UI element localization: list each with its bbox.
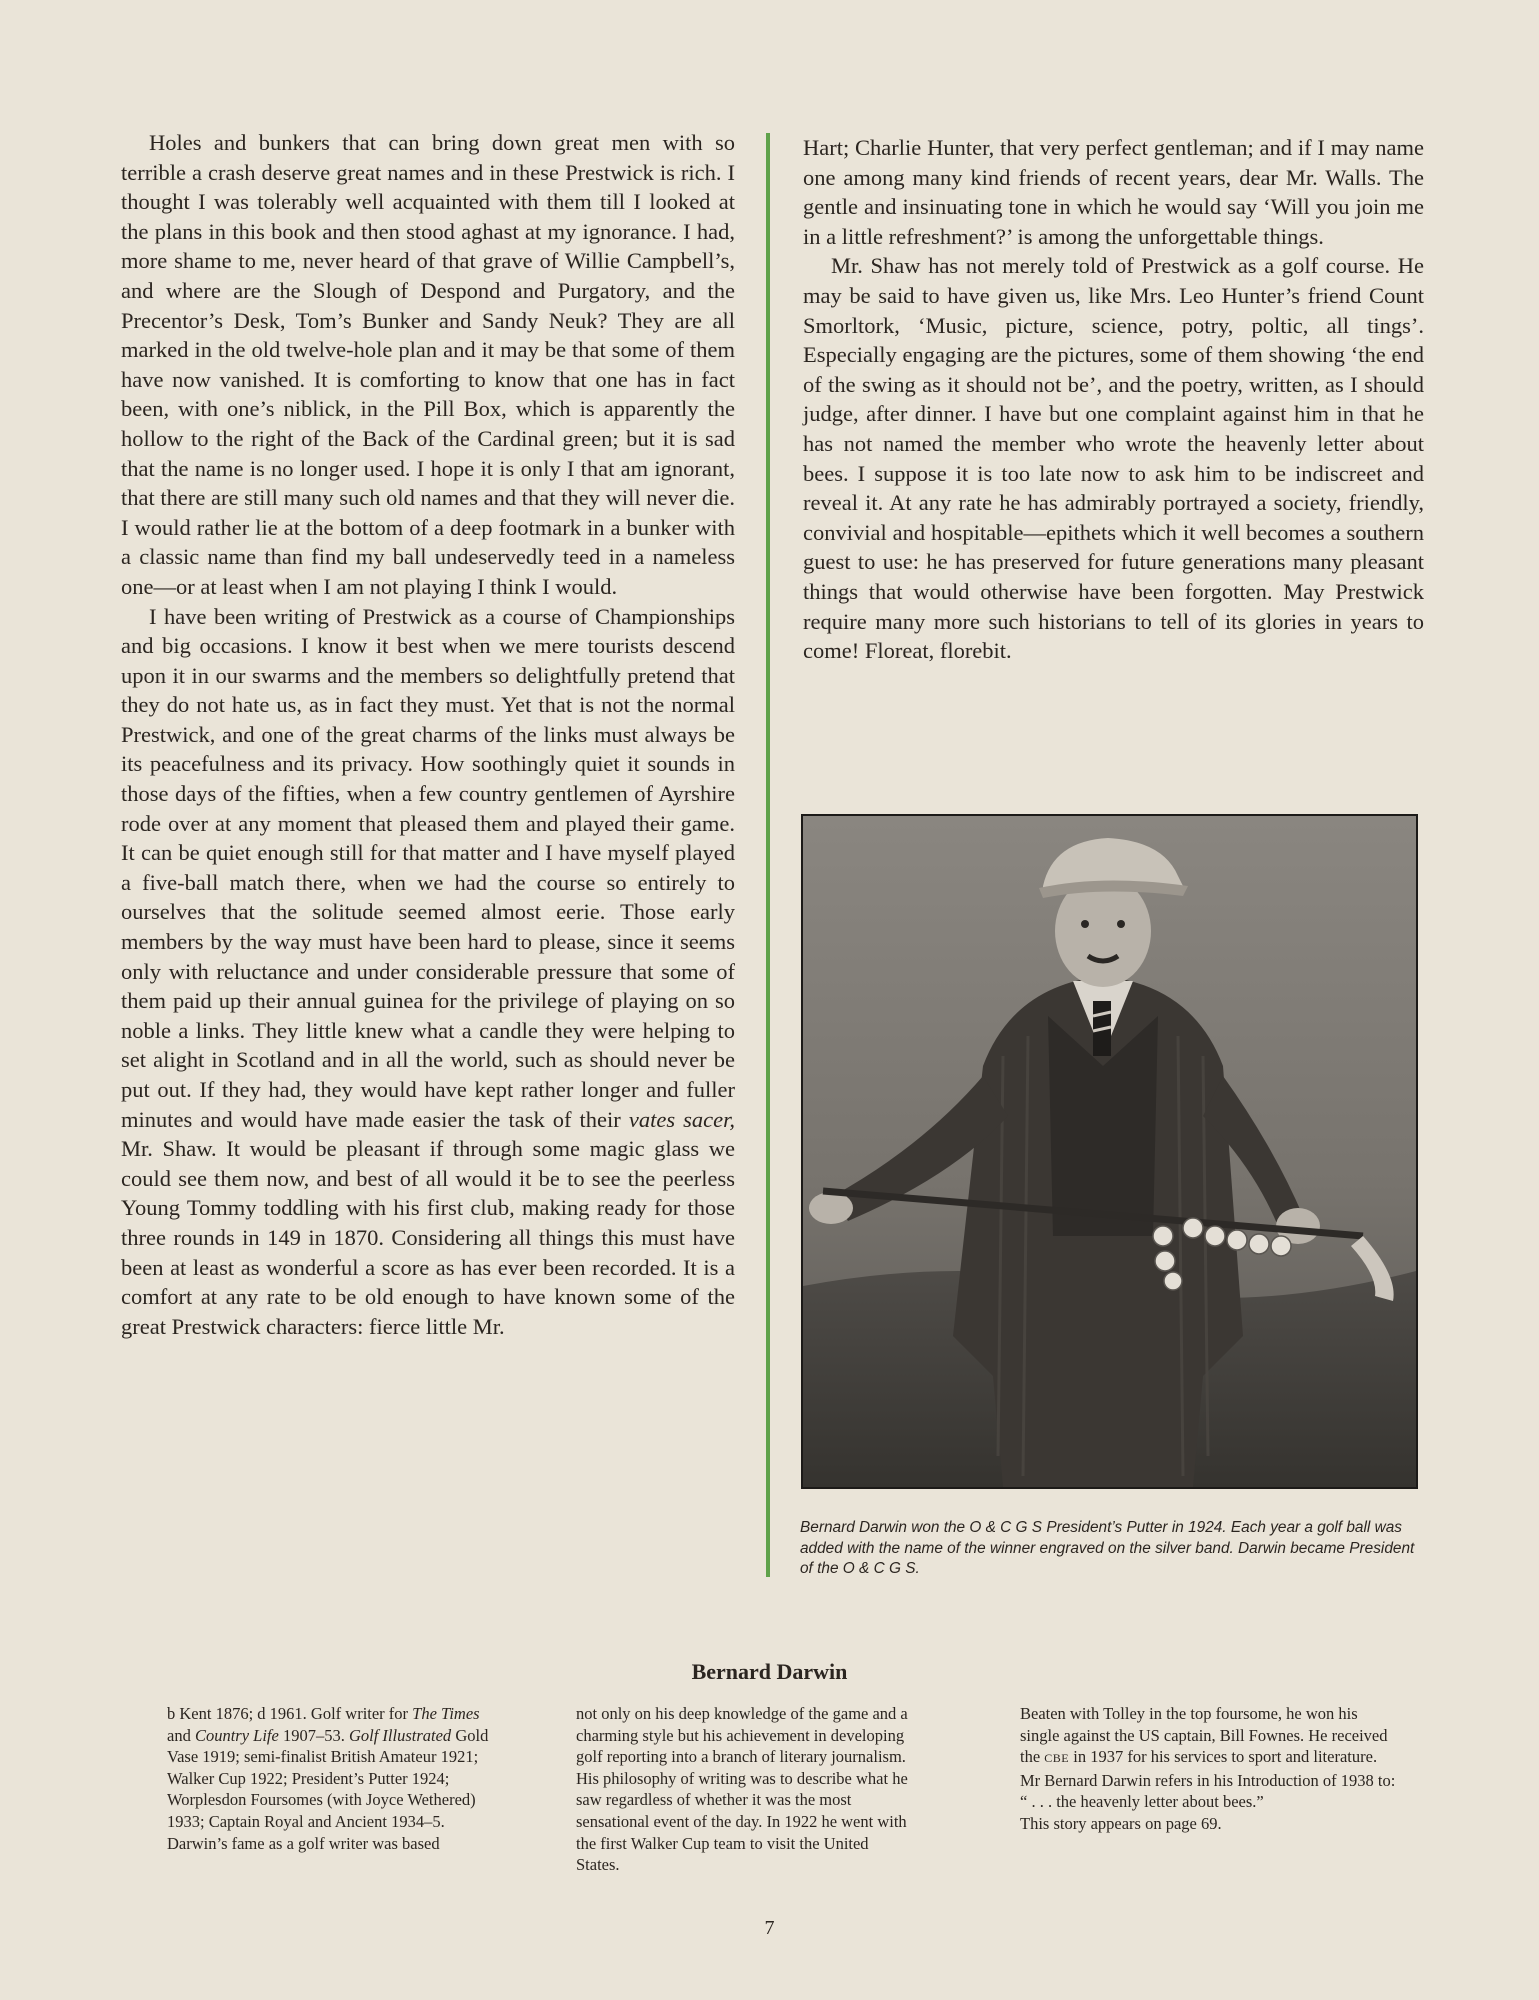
bio-col3-part-a: Beaten with Tolley in the top foursome, he won his single against the US captain, Bill Fownes. He received the [1020,1704,1388,1767]
left-paragraph-2-end: Mr. Shaw. It would be pleasant if through some magic glass we could see them now, and best of all would it be to see the peerless Young Tommy toddling with his first club, making ready for those three rounds in 149 in 1870. Considering all things this must have been at least as wonderful a score as has ever been recorded. It is a comfort at any rate to be old enough to have known some of the great Prestwick characters: fierce little Mr. [121,1136,735,1339]
left-paragraph-2 [121,602,735,1342]
right-paragraph-2: Mr. Shaw has not merely told of Prestwick as a golf course. He may be said to have given us, like Mrs. Leo Hunter’s friend Count Smorltork, ‘Music, picture, science, potry, poltic, all tings’. Especially engaging are the pictures, some of them showing ‘the end of the swing as it should not be’, and the poetry, written, as I should judge, after dinner. I have but one complaint against him in that he has not named the member who wrote the heavenly letter about bees. I suppose it is too late now to ask him to be indiscreet and reveal it. At any rate he has admirably portrayed a society, friendly, convivial and hospitable—epithets which it well becomes a southern guest to use: he has preserved for future generations many pleasant things that would otherwise have been forgotten. May Prestwick require many more such historians to tell of its glories in years to come! Floreat, florebit. [803,253,1424,664]
bio-country-life-italic: Country Life [194,1725,279,1745]
bio-column-3 [1020,1703,1400,1835]
column-divider-rule [766,133,770,1577]
bio-cbe: CBE [1044,1751,1070,1766]
bio-col1-part-b: 1907–53. [278,1725,349,1745]
bio-col1-part-c: Gold Vase 1919; semi-finalist British Amateur 1921; Walker Cup 1922; President’s Putter 1924; Worplesdon Foursomes (with Joyce Wethered) 1933; Captain Royal and Ancient 1934–5. Darwin’s fame as a golf writer was based [167,1725,489,1853]
right-text-column [803,133,1424,666]
left-paragraph-2-start: I have been writing of Prestwick as a course of Championships and big occasions. I know it best when we mere tourists descend upon it in our swarms and the members so delightfully pretend that they do not hate us, as in fact they must. Yet that is not the normal Prestwick, and one of the great charms of the links must always be its peacefulness and its privacy. How soothingly quiet it sounds in those days of the fifties, when a few country gentlemen of Ayrshire rode over at any moment that pleased them and played their game. It can be quiet enough still for that matter and I have myself played a five-ball match there, when we had the course so entirely to ourselves that the solitude seemed almost eerie. Those early members by the way must have been hard to please, since it seems only with reluctance and under considerable pressure that some of them paid up their annual guinea for the privilege of playing on so noble a links. They little knew what a candle they were helping to set alight in Scotland and in all the world, such as should never be put out. If they had, they would have kept rather longer and fuller minutes and would have made easier the task of their [121,603,735,1132]
bio-column-1-text [167,1703,507,1854]
bio-column-2-text: not only on his deep knowledge of the game and a charming style but his achievement in developing golf reporting into a branch of literary journalism. His philosophy of writing was to describe what he saw regardless of whether it was the most sensational event of the day. In 1922 he went with the first Walker Cup team to visit the United States. [576,1704,908,1875]
bio-golf-illustrated-italic: Golf Illustrated [348,1725,452,1745]
bio-column-3-introduction: Mr Bernard Darwin refers in his Introduction of 1938 to: “ . . . the heavenly letter about bees.” [1020,1770,1396,1812]
photo-illustration [803,816,1416,1487]
bio-title: Bernard Darwin [691,1659,848,1684]
bio-column-1 [167,1703,507,1854]
photo-caption: Bernard Darwin won the O & C G S President’s Putter in 1924. Each year a golf ball was added with the name of the winner engraved on the silver band. Darwin became President of the O & C G S. [800,1519,1415,1577]
bio-column-3-page-reference: This story appears on page 69. [1020,1813,1222,1833]
vates-sacer-italic: vates sacer, [628,1106,735,1132]
bio-column-3-text [1020,1703,1400,1770]
bio-col3-part-b: in 1937 for his services to sport and literature. [1069,1747,1378,1767]
darwin-photograph [801,814,1418,1489]
right-paragraph-1: Hart; Charlie Hunter, that very perfect gentleman; and if I may name one among many kind friends of recent years, dear Mr. Walls. The gentle and insinuating tone in which he would say ‘Will you join me in a little refreshment?’ is among the unforgettable things. [803,135,1424,249]
bio-column-2 [576,1703,916,1876]
page-number: 7 [764,1917,775,1939]
left-text-column [121,128,735,1341]
bio-the-times-italic: The Times [412,1704,480,1723]
bio-col1-and: and [167,1725,195,1745]
left-paragraph-1: Holes and bunkers that can bring down great men with so terrible a crash deserve great names and in these Prestwick is rich. I thought I was tolerably well acquainted with them till I looked at the plans in this book and then stood aghast at my ignorance. I had, more shame to me, never heard of that grave of Willie Campbell’s, and where are the Slough of Despond and Purgatory, and the Precentor’s Desk, Tom’s Bunker and Sandy Neuk? They are all marked in the old twelve-hole plan and it may be that some of them have now vanished. It is comforting to know that one has in fact been, with one’s niblick, in the Pill Box, which is apparently the hollow to the right of the Back of the Cardinal green; but it is sad that the name is no longer used. I hope it is only I that am ignorant, that there are still many such old names and that they will never die. I would rather lie at the bottom of a deep footmark in a bunker with a classic name than find my ball undeservedly teed in a nameless one—or at least when I am not playing I think I would. [121,130,735,599]
bio-col1-part-a: b Kent 1876; d 1961. Golf writer for [167,1704,413,1723]
